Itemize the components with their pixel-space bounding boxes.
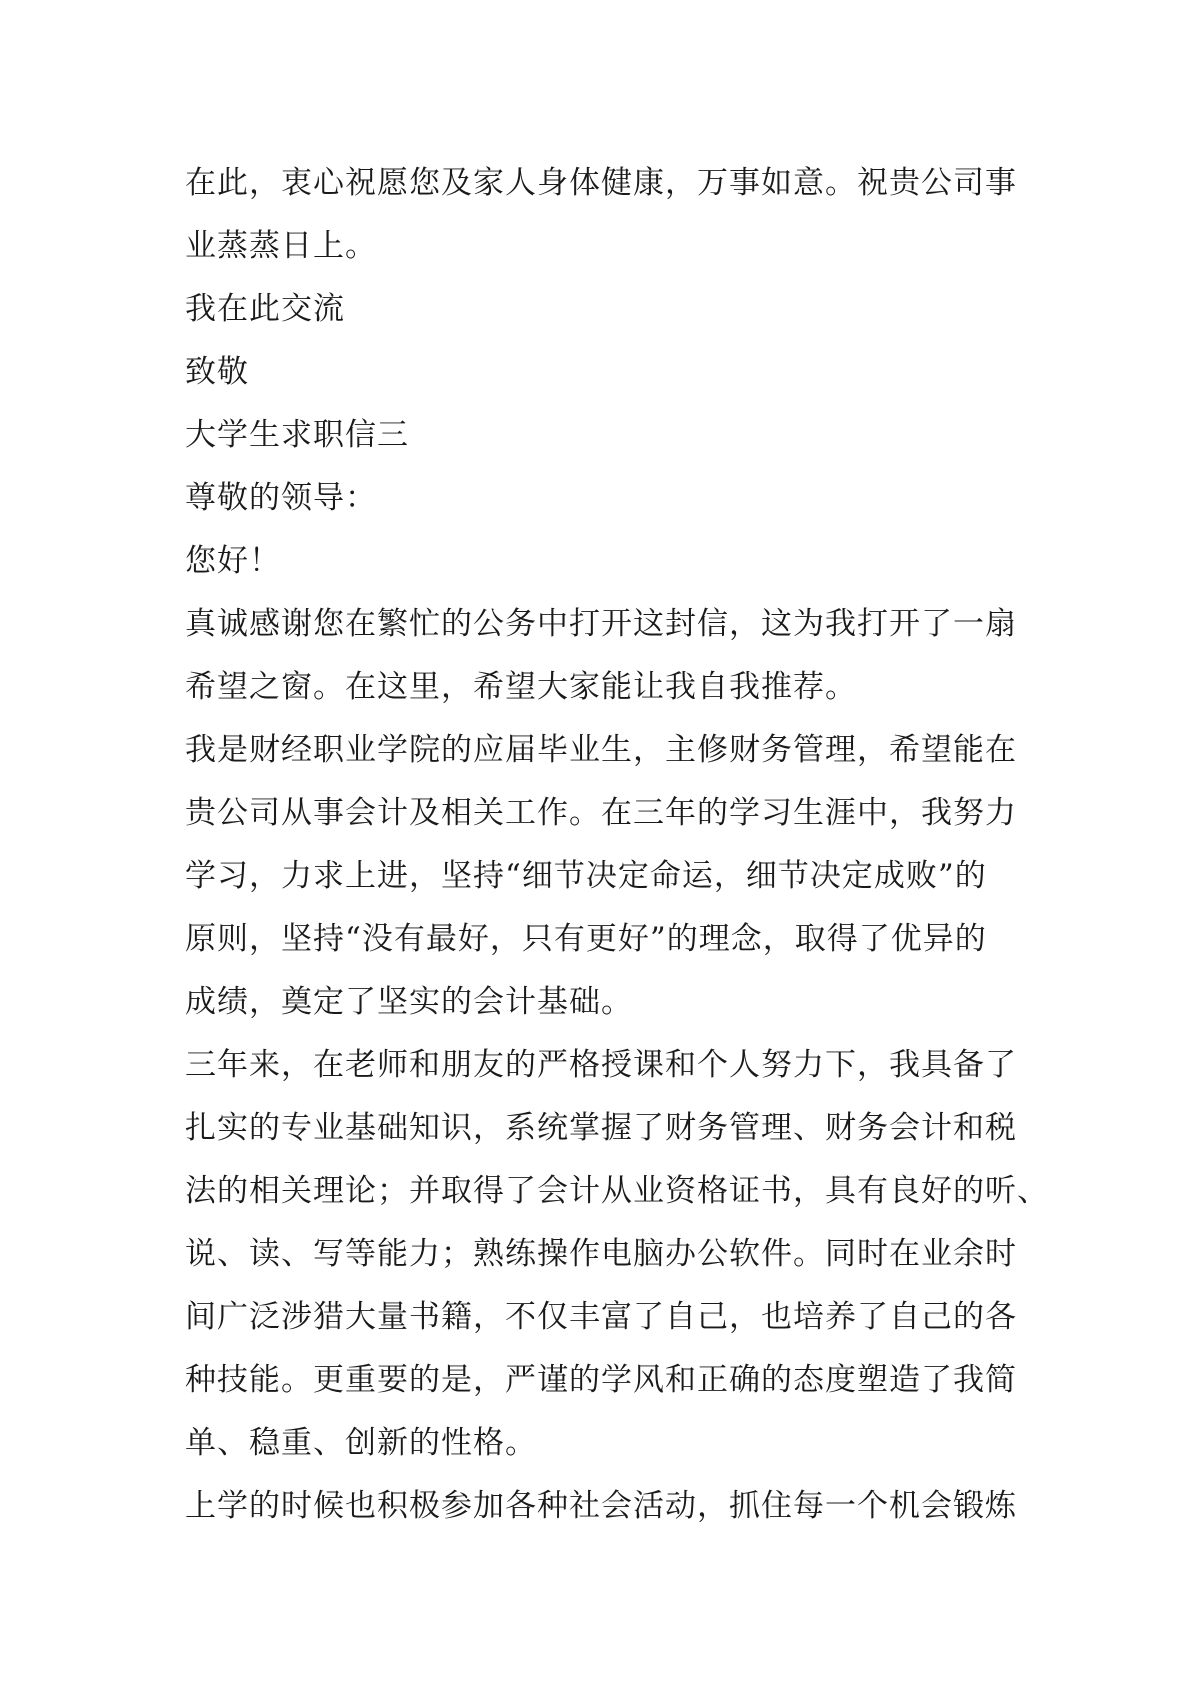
text-line: 上学的时候也积极参加各种社会活动，抓住每一个机会锻炼 [185,1488,1017,1524]
salutation: 尊敬的领导： [185,480,377,516]
text-line: 扎实的专业基础知识，系统掌握了财务管理、财务会计和税 [185,1110,1017,1146]
text-line: 三年来，在老师和朋友的严格授课和个人努力下，我具备了 [185,1047,1017,1083]
text-line: 真诚感谢您在繁忙的公务中打开这封信，这为我打开了一扇 [185,606,1017,642]
text-line: 我在此交流 [185,291,345,327]
text-line: 原则，坚持“没有最好，只有更好”的理念，取得了优异的 [185,921,987,957]
text-line: 说、读、写等能力；熟练操作电脑办公软件。同时在业余时 [185,1236,1017,1272]
text-line: 希望之窗。在这里，希望大家能让我自我推荐。 [185,669,857,705]
text-line: 我是财经职业学院的应届毕业生，主修财务管理，希望能在 [185,732,1017,768]
text-line: 间广泛涉猎大量书籍，不仅丰富了自己，也培养了自己的各 [185,1299,1017,1335]
text-line: 种技能。更重要的是，严谨的学风和正确的态度塑造了我简 [185,1362,1017,1398]
text-line: 在此，衷心祝愿您及家人身体健康，万事如意。祝贵公司事 [185,165,1017,201]
document-body [185,152,1049,1538]
text-line: 法的相关理论；并取得了会计从业资格证书，具有良好的听、 [185,1173,1049,1209]
text-line: 学习，力求上进，坚持“细节决定命运，细节决定成败”的 [185,858,987,894]
letter-title: 大学生求职信三 [185,417,409,453]
greeting: 您好！ [185,543,281,579]
text-line: 致敬 [185,354,249,390]
text-line: 成绩，奠定了坚实的会计基础。 [185,984,633,1020]
text-line: 贵公司从事会计及相关工作。在三年的学习生涯中，我努力 [185,795,1017,831]
text-line: 单、稳重、创新的性格。 [185,1425,537,1461]
text-line: 业蒸蒸日上。 [185,228,377,264]
